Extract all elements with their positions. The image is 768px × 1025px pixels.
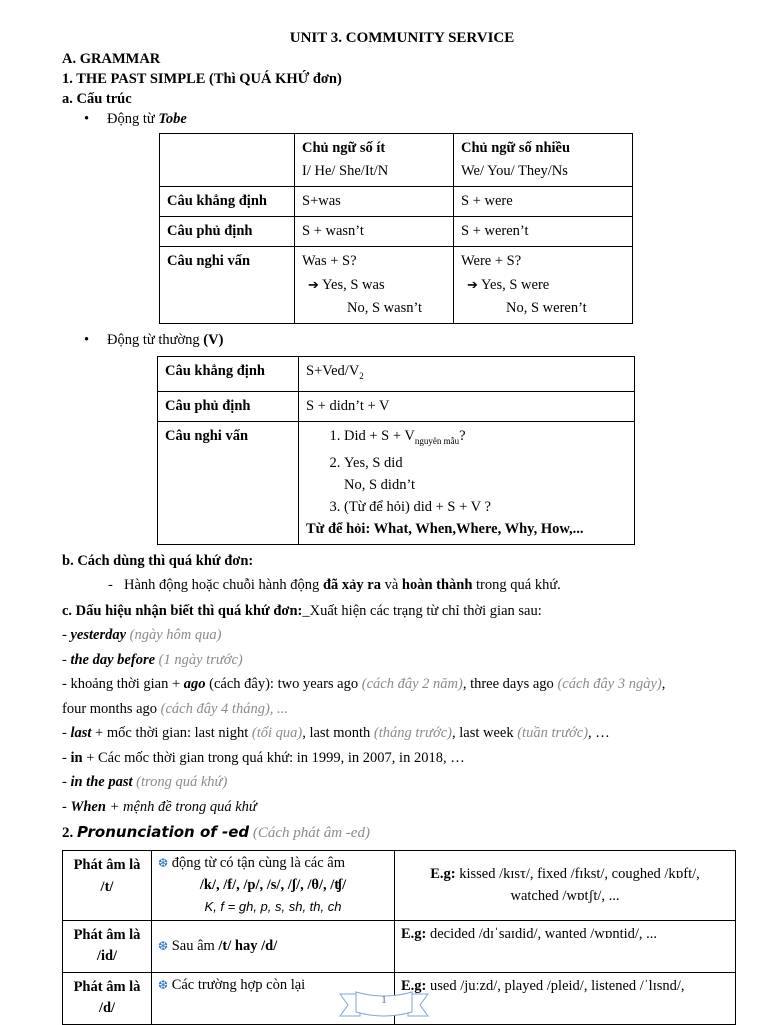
row-label: Câu khẳng định <box>158 357 299 392</box>
table-cell: S + were <box>454 187 633 217</box>
signal-text: four months ago <box>62 700 161 717</box>
signal-translation: (ngày hôm qua) <box>129 627 222 644</box>
signal-translation: (cách đây 2 năm) <box>361 676 463 693</box>
answer-yes <box>461 273 625 297</box>
label-sound: /id/ <box>96 948 118 965</box>
table-cell <box>454 134 633 187</box>
row-label <box>63 920 152 972</box>
list-item <box>344 425 627 452</box>
signal-word: ago <box>183 676 206 693</box>
bullet-tobe-word: Tobe <box>158 111 187 127</box>
arrow-icon: ➔ <box>467 277 478 292</box>
subscript: 2 <box>359 370 364 381</box>
signal-text: , … <box>588 725 610 742</box>
pron-title: Pronunciation of -ed <box>77 823 250 842</box>
eg-text: kissed /kɪsτ/, fixed /fɪkst/, coughed /kɒft/, <box>455 866 700 883</box>
rule-bold: /t/ hay /d/ <box>218 937 278 954</box>
eg-label: E.g: <box>401 925 427 942</box>
eg-label: E.g: <box>401 977 427 994</box>
signal-word: in the past <box>70 774 133 791</box>
table-cell <box>295 134 454 187</box>
rule-line <box>158 853 388 875</box>
signal-translation: (trong quá khứ) <box>136 774 228 791</box>
signal-text: , last week <box>451 725 518 742</box>
row-label: Câu khẳng định <box>160 187 295 217</box>
usage-bold: đã xảy ra <box>322 576 381 593</box>
signal-yesterday: - yesterday (ngày hôm qua) <box>62 627 222 644</box>
q1-text: Did + S + V <box>344 427 415 444</box>
signal-in-the-past: - in the past (trong quá khứ) <box>62 774 228 791</box>
answer-no: No, S wasn’t <box>347 300 423 316</box>
label-line: Phát âm là <box>73 926 141 943</box>
document-page <box>62 30 742 1025</box>
table-row <box>158 357 635 392</box>
table-cell <box>454 247 633 324</box>
signal-word: yesterday <box>70 627 127 644</box>
heading-signals <box>62 599 742 624</box>
heading-pronunciation <box>62 821 742 844</box>
signals-heading-bold: c. Dấu hiệu nhận biết thì quá khứ đơn: <box>62 602 303 619</box>
row-label: Câu nghi vấn <box>158 421 299 544</box>
usage-bold: hoàn thành <box>401 576 473 593</box>
answer-no: No, S weren’t <box>506 300 587 316</box>
table-row <box>63 920 736 972</box>
q2-no: No, S didn’t <box>344 476 416 493</box>
bullet-regular-verb <box>62 330 742 350</box>
question-list <box>306 425 627 518</box>
signal-word: When <box>70 798 106 815</box>
row-label: Câu phủ định <box>158 391 299 421</box>
table-row <box>160 187 633 217</box>
snowflake-icon: ❆ <box>158 938 169 953</box>
signal-word: last <box>70 725 92 742</box>
row-label: Câu nghi vấn <box>160 247 295 324</box>
table-cell: S + wasn’t <box>295 217 454 247</box>
label-line: Phát âm là <box>73 857 141 874</box>
label-sound: /t/ <box>100 878 114 895</box>
eg-label: E.g: <box>430 866 456 883</box>
heading-past-simple: 1. THE PAST SIMPLE (Thì QUÁ KHỨ đơn) <box>62 71 342 87</box>
signals-heading-rest: _Xuất hiện các trạng từ chỉ thời gian sau: <box>302 602 542 619</box>
answer-yes-text: Yes, S were <box>481 277 550 293</box>
table-cell-empty <box>160 134 295 187</box>
signal-text: (cách đây): two years ago <box>205 676 362 693</box>
signal-text: + mệnh đề trong quá khứ <box>105 798 257 815</box>
signal-translation: (cách đây 3 ngày) <box>557 676 662 693</box>
affirmative-form: S+Ved/V <box>306 363 360 379</box>
table-row <box>160 134 633 187</box>
eg-text: watched /wɒtʃt/, ... <box>510 887 620 904</box>
bullet-verb-word: (V) <box>203 332 224 348</box>
bullet-tobe <box>62 109 742 129</box>
signal-translation: (tuần trước) <box>517 725 589 742</box>
table-row <box>160 247 633 324</box>
table-cell <box>299 357 635 392</box>
col-sub-plural: We/ You/ They/Ns <box>461 163 568 179</box>
signal-day-before: - the day before (1 ngày trước) <box>62 651 243 668</box>
section-a-heading: A. GRAMMAR <box>62 51 161 67</box>
regular-verb-table <box>157 356 635 545</box>
snowflake-icon: ❆ <box>158 977 169 992</box>
arrow-icon: ➔ <box>308 277 319 292</box>
table-cell <box>152 920 395 972</box>
signal-text: + mốc thời gian: last night <box>91 725 252 742</box>
rule-text: Các trường hợp còn lại <box>171 976 306 993</box>
table-cell: S + weren’t <box>454 217 633 247</box>
table-row <box>158 391 635 421</box>
list-item: 3. (Từ để hỏi) did + S + V ? <box>344 496 627 518</box>
list-item <box>344 452 627 496</box>
col-head-plural: Chủ ngữ số nhiều <box>461 140 571 156</box>
table-cell <box>395 920 736 972</box>
heading-usage: b. Cách dùng thì quá khứ đơn: <box>62 552 254 569</box>
table-row <box>160 217 633 247</box>
table-cell: S + didn’t + V <box>299 391 635 421</box>
q1-end: ? <box>459 427 466 444</box>
bullet-tobe-text: Động từ <box>107 111 159 127</box>
usage-text: Hành động hoặc chuỗi hành động <box>124 576 323 593</box>
usage-text: và <box>380 576 402 593</box>
signal-when: - When + mệnh đề trong quá khứ <box>62 798 257 815</box>
rule-sounds: /k/, /f/, /p/, /s/, /ʃ/, /θ/, /ʧ/ <box>199 876 347 893</box>
table-cell <box>299 421 635 544</box>
signal-translation: (tối qua) <box>251 725 303 742</box>
pron-translation: (Cách phát âm -ed) <box>252 825 370 842</box>
question-words: Từ để hỏi: What, When,Where, Why, How,... <box>306 520 584 537</box>
row-label: Câu phủ định <box>160 217 295 247</box>
usage-item <box>62 575 742 595</box>
row-label <box>63 851 152 921</box>
label-sound: /d/ <box>98 1000 116 1017</box>
table-cell: S+was <box>295 187 454 217</box>
col-sub-singular: I/ He/ She/It/N <box>302 163 389 179</box>
signal-text: , <box>661 676 666 693</box>
page-title: UNIT 3. COMMUNITY SERVICE <box>289 30 515 46</box>
table-cell <box>395 972 736 1024</box>
eg-text: decided /dɪˈsaɪdid/, wanted /wɒntid/, ... <box>426 925 658 942</box>
q2-yes: Yes, S did <box>344 454 403 471</box>
question-form: Were + S? <box>461 253 522 269</box>
signal-text: , last month <box>302 725 374 742</box>
signal-text: khoảng thời gian + <box>70 676 184 693</box>
signal-translation: (tháng trước) <box>373 725 452 742</box>
page-number-ribbon <box>338 990 430 1020</box>
rule-text: động từ có tận cùng là các âm <box>171 855 346 872</box>
signal-ago: - khoảng thời gian + ago (cách đây): two years ago (cách đây 2 năm), three days ago (cách đây 3 ngày), four months ago (cách đây 4 tháng), ... <box>62 676 666 717</box>
answer-yes <box>302 273 446 297</box>
table-cell <box>395 851 736 921</box>
table-cell <box>152 851 395 921</box>
signal-translation: (1 ngày trước) <box>158 651 243 668</box>
col-head-singular: Chủ ngữ số ít <box>302 140 386 156</box>
snowflake-icon: ❆ <box>158 856 169 871</box>
label-line: Phát âm là <box>73 978 141 995</box>
usage-text: trong quá khứ. <box>472 576 561 593</box>
signal-in: - in + Các mốc thời gian trong quá khứ: in 1999, in 2007, in 2018, … <box>62 749 465 766</box>
tobe-table <box>159 133 633 324</box>
signal-text: , three days ago <box>462 676 558 693</box>
signal-word: the day before <box>70 651 156 668</box>
row-label <box>63 972 152 1024</box>
table-row <box>63 851 736 921</box>
table-cell <box>295 247 454 324</box>
question-form: Was + S? <box>302 253 357 269</box>
signal-translation: (cách đây 4 tháng), ... <box>160 700 288 717</box>
bullet-verb-text: Động từ thường <box>107 332 204 348</box>
eg-text: used /juːzd/, played /pleid/, listened /ˈlɪsnd/, <box>426 977 685 994</box>
signal-word: in <box>70 749 83 766</box>
signal-text: + Các mốc thời gian trong quá khứ: in 1999, in 2007, in 2018, … <box>82 749 465 766</box>
pron-number: 2. <box>62 825 77 842</box>
subscript: nguyên mẫu <box>414 435 460 446</box>
rule-text: Sau âm <box>171 937 219 954</box>
table-row <box>158 421 635 544</box>
answer-yes-text: Yes, S was <box>322 277 385 293</box>
signal-last: - last + mốc thời gian: last night (tối qua), last month (tháng trước), last week (tuần trước), … <box>62 725 610 742</box>
heading-structure: a. Cấu trúc <box>62 91 132 107</box>
page-number: 1 <box>381 994 387 1006</box>
rule-letters: K, f = gh, p, s, sh, th, ch <box>204 899 342 915</box>
